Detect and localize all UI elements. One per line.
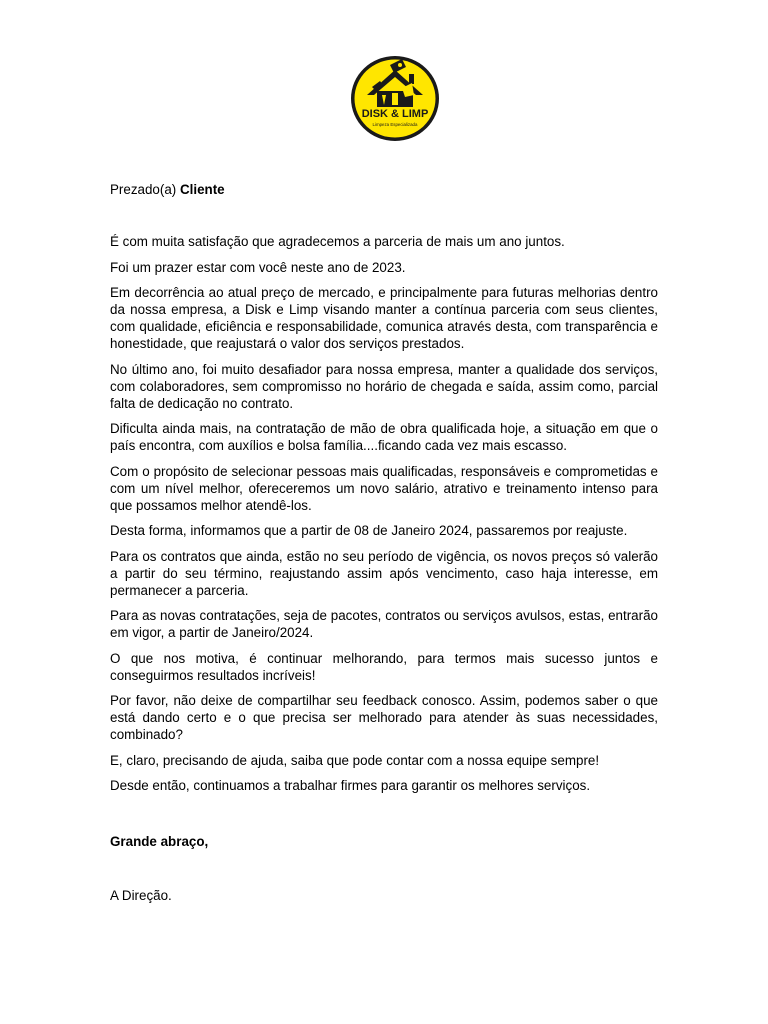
paragraph-12: E, claro, precisando de ajuda, saiba que pode contar com a nossa equipe sempre! xyxy=(110,752,600,768)
paragraph-7: Desta forma, informamos que a partir de 08 de Janeiro 2024, passaremos por reajuste. xyxy=(110,523,628,538)
logo-tagline-text: Limpeza Especializada xyxy=(372,122,418,127)
paragraph-4: No último ano, foi muito desafiador para nossa empresa, manter a qualidade dos serviços, com colaboradores, sem compromisso no horário de chegada e saída, assim como, parcial falta de dedicação no contrato. xyxy=(110,361,658,411)
paragraph-5: Dificulta ainda mais, na contratação de mão de obra qualificada hoje, a situação em que o país encontra, com auxílios e bolsa família....ficando cada vez mais escasso. xyxy=(110,421,658,453)
paragraph-13: Desde então, continuamos a trabalhar firmes para garantir os melhores serviços. xyxy=(110,778,591,793)
letter-body xyxy=(110,233,658,803)
paragraph-10: O que nos motiva, é continuar melhorando, para termos mais sucesso juntos e conseguirmos resultados incríveis! xyxy=(110,650,658,683)
logo-brand-text: DISK & LIMP xyxy=(361,108,429,120)
paragraph-6: Com o propósito de selecionar pessoas mais qualificadas, responsáveis e comprometidas e com um nível melhor, ofereceremos um novo salário, atrativo e treinamento intenso para que possamos melhor atendê-los. xyxy=(110,463,658,513)
greeting-recipient: Cliente xyxy=(179,182,225,197)
paragraph-8: Para os contratos que ainda, estão no seu período de vigência, os novos preços só valerão a partir do seu término, reajustando assim após vencimento, caso haja interesse, em permanecer a parceria. xyxy=(110,548,658,598)
paragraph-9: Para as novas contratações, seja de pacotes, contratos ou serviços avulsos, estas, entrarão em vigor, a partir de Janeiro/2024. xyxy=(110,608,658,640)
greeting-prefix: Prezado(a) xyxy=(110,182,180,197)
paragraph-2: Foi um prazer estar com você neste ano de 2023. xyxy=(110,259,406,275)
paragraph-1: É com muita satisfação que agradecemos a parceria de mais um ano juntos. xyxy=(110,234,565,249)
company-logo xyxy=(350,55,440,142)
greeting-line xyxy=(110,181,225,198)
paragraph-3: Em decorrência ao atual preço de mercado, e principalmente para futuras melhorias dentro da nossa empresa, a Disk e Limp visando manter a contínua parceria com seus clientes, com qualidade, eficiência e responsabilidade, comunica através desta, com transparência e honestidade, que reajustará o valor dos serviços prestados. xyxy=(110,285,658,351)
signature-line: A Direção. xyxy=(110,888,172,903)
closing-line: Grande abraço, xyxy=(110,834,209,849)
logo-emblem xyxy=(350,55,440,142)
paragraph-11: Por favor, não deixe de compartilhar seu feedback conosco. Assim, podemos saber o que está dando certo e o que precisa ser melhorado para atender às suas necessidades, combinado? xyxy=(110,693,658,742)
